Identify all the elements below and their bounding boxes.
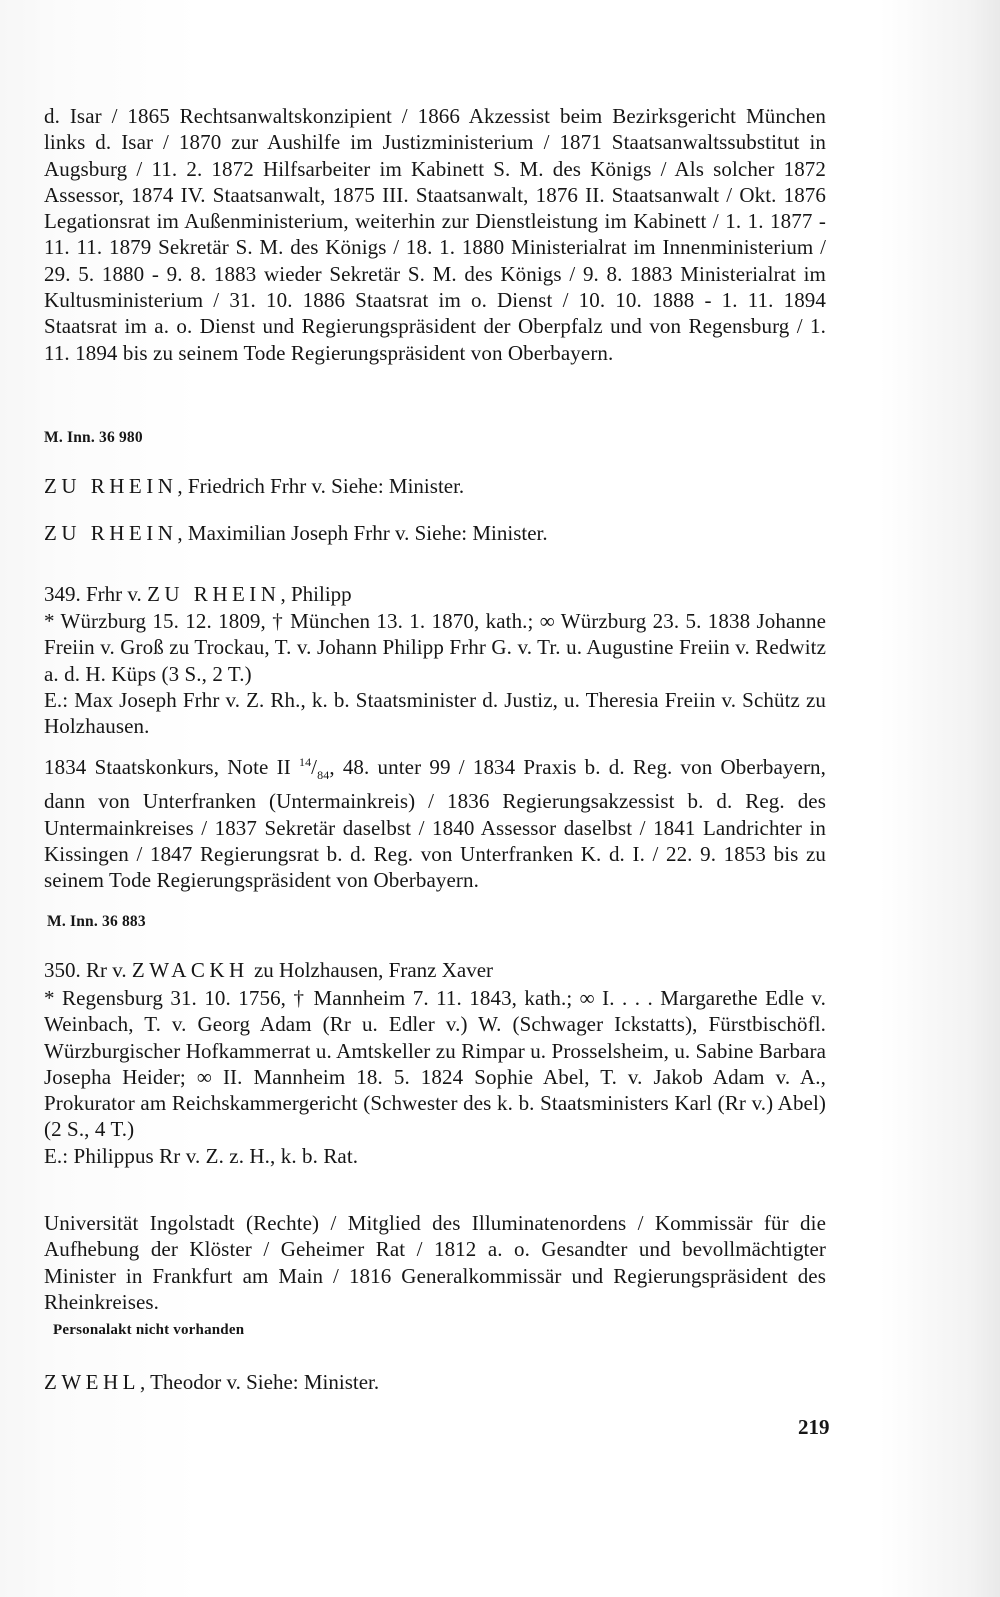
archive-reference: M. Inn. 36 980 — [44, 429, 143, 446]
parents: E.: Philippus Rr v. Z. z. H., k. b. Rat. — [44, 1143, 359, 1168]
career-text: 1834 Staatskonkurs, Note II $^{14}/_{84}$, 48. unter 99 / 1834 Praxis b. d. Reg. von Oberbayern, dann von Unterfranken (Untermainkreis) / 1836 Regierungsakzessist b. d. Reg. des Untermainkreises / 1837 Sekretär daselbst / 1840 Assessor daselbst / 1841 Landrichter in Kissingen / 1847 Regierungsrat b. d. Reg. von Unterfranken K. d. I. / 22. 9. 1853 bis zu seinem Tode Regierungspräsident von Oberbayern. — [44, 755, 826, 893]
entry-350-career — [44, 1210, 826, 1315]
entry-349-heading — [44, 581, 352, 607]
surname: ZU RHEIN — [147, 582, 281, 606]
entry-continuation — [44, 103, 826, 366]
biographical-data: * Würzburg 15. 12. 1809, † München 13. 1. 1870, kath.; ∞ Würzburg 23. 5. 1838 Johanne Freiin v. Groß zu Trockau, T. v. Johann Philipp Frhr G. v. Tr. u. Augustine Freiin v. Redwitz a. d. H. Küps (3 S., 2 T.) — [44, 609, 826, 686]
name-rest: zu Holzhausen, Franz Xaver — [248, 958, 494, 982]
entry-350-bio — [44, 985, 826, 1169]
name-rest: , Friedrich Frhr v. Siehe: Minister. — [177, 474, 465, 498]
entry-350-heading — [44, 957, 493, 983]
archive-reference: Personalakt nicht vorhanden — [53, 1322, 245, 1338]
parents: E.: Max Joseph Frhr v. Z. Rh., k. b. Staatsminister d. Justiz, u. Theresia Freiin v. Schütz zu Holzhausen. — [44, 687, 826, 739]
career-text: Universität Ingolstadt (Rechte) / Mitglied des Illuminatenordens / Kommissär für die Aufhebung der Klöster / Geheimer Rat / 1812 a. o. Gesandter und bevollmächtigter Minister in Frankfurt am Main / 1816 Generalkommissär und Regierungspräsident des Rheinkreises. — [44, 1211, 826, 1314]
name-rest: , Philipp — [280, 582, 352, 606]
surname: ZU RHEIN — [44, 474, 178, 498]
cross-reference-friedrich — [44, 473, 464, 499]
cross-reference-zwehl — [44, 1369, 379, 1395]
surname: ZWACKH — [131, 958, 249, 982]
surname: ZU RHEIN — [44, 521, 178, 545]
page-number: 219 — [798, 1415, 830, 1439]
surname: ZWEHL — [44, 1370, 140, 1394]
entry-prefix: 350. Rr v. — [44, 958, 132, 982]
entry-349-bio — [44, 608, 826, 739]
biographical-data: * Regensburg 31. 10. 1756, † Mannheim 7. 11. 1843, kath.; ∞ I. . . . Margarethe Edle v. Weinbach, T. v. Georg Adam (Rr u. Edler v.) W. (Schwager Ickstatts), Fürstbischöfl. Würzburgischer Hofkammerrat u. Amtskeller zu Rimpar u. Prosselsheim, u. Sabine Barbara Josepha Heider; ∞ II. Mannheim 18. 5. 1824 Sophie Abel, T. v. Jakob Adam v. A., Prokurator am Reichskammergericht (Schwester des k. b. Staatsministers Karl (Rr v.) Abel) (2 S., 4 T.) — [44, 986, 826, 1142]
name-rest: , Maximilian Joseph Frhr v. Siehe: Minister. — [177, 521, 548, 545]
career-text: d. Isar / 1865 Rechtsanwaltskonzipient / 1866 Akzessist beim Bezirksgericht München links d. Isar / 1870 zur Aushilfe im Justizministerium / 1871 Staatsanwaltssubstitut in Augsburg / 11. 2. 1872 Hilfsarbeiter im Kabinett S. M. des Königs / Als solcher 1872 Assessor, 1874 IV. Staatsanwalt, 1875 III. Staatsanwalt, 1876 II. Staatsanwalt / Okt. 1876 Legationsrat im Außenministerium, weiterhin zur Dienstleistung im Kabinett / 1. 1. 1877 - 11. 11. 1879 Sekretär S. M. des Königs / 18. 1. 1880 Ministerialrat im Innenministerium / 29. 5. 1880 - 9. 8. 1883 wieder Sekretär S. M. des Königs / 9. 8. 1883 Ministerialrat im Kultusministerium / 31. 10. 1886 Staatsrat im o. Dienst / 10. 10. 1888 - 1. 11. 1894 Staatsrat im a. o. Dienst und Regierungspräsident der Oberpfalz und von Regensburg / 1. 11. 1894 bis zu seinem Tode Regierungspräsident von Oberbayern. — [44, 104, 826, 365]
entry-349-career — [44, 749, 826, 894]
name-rest: , Theodor v. Siehe: Minister. — [139, 1370, 380, 1394]
archive-reference: M. Inn. 36 883 — [47, 913, 146, 930]
cross-reference-maximilian — [44, 520, 548, 546]
entry-prefix: 349. Frhr v. — [44, 582, 148, 606]
